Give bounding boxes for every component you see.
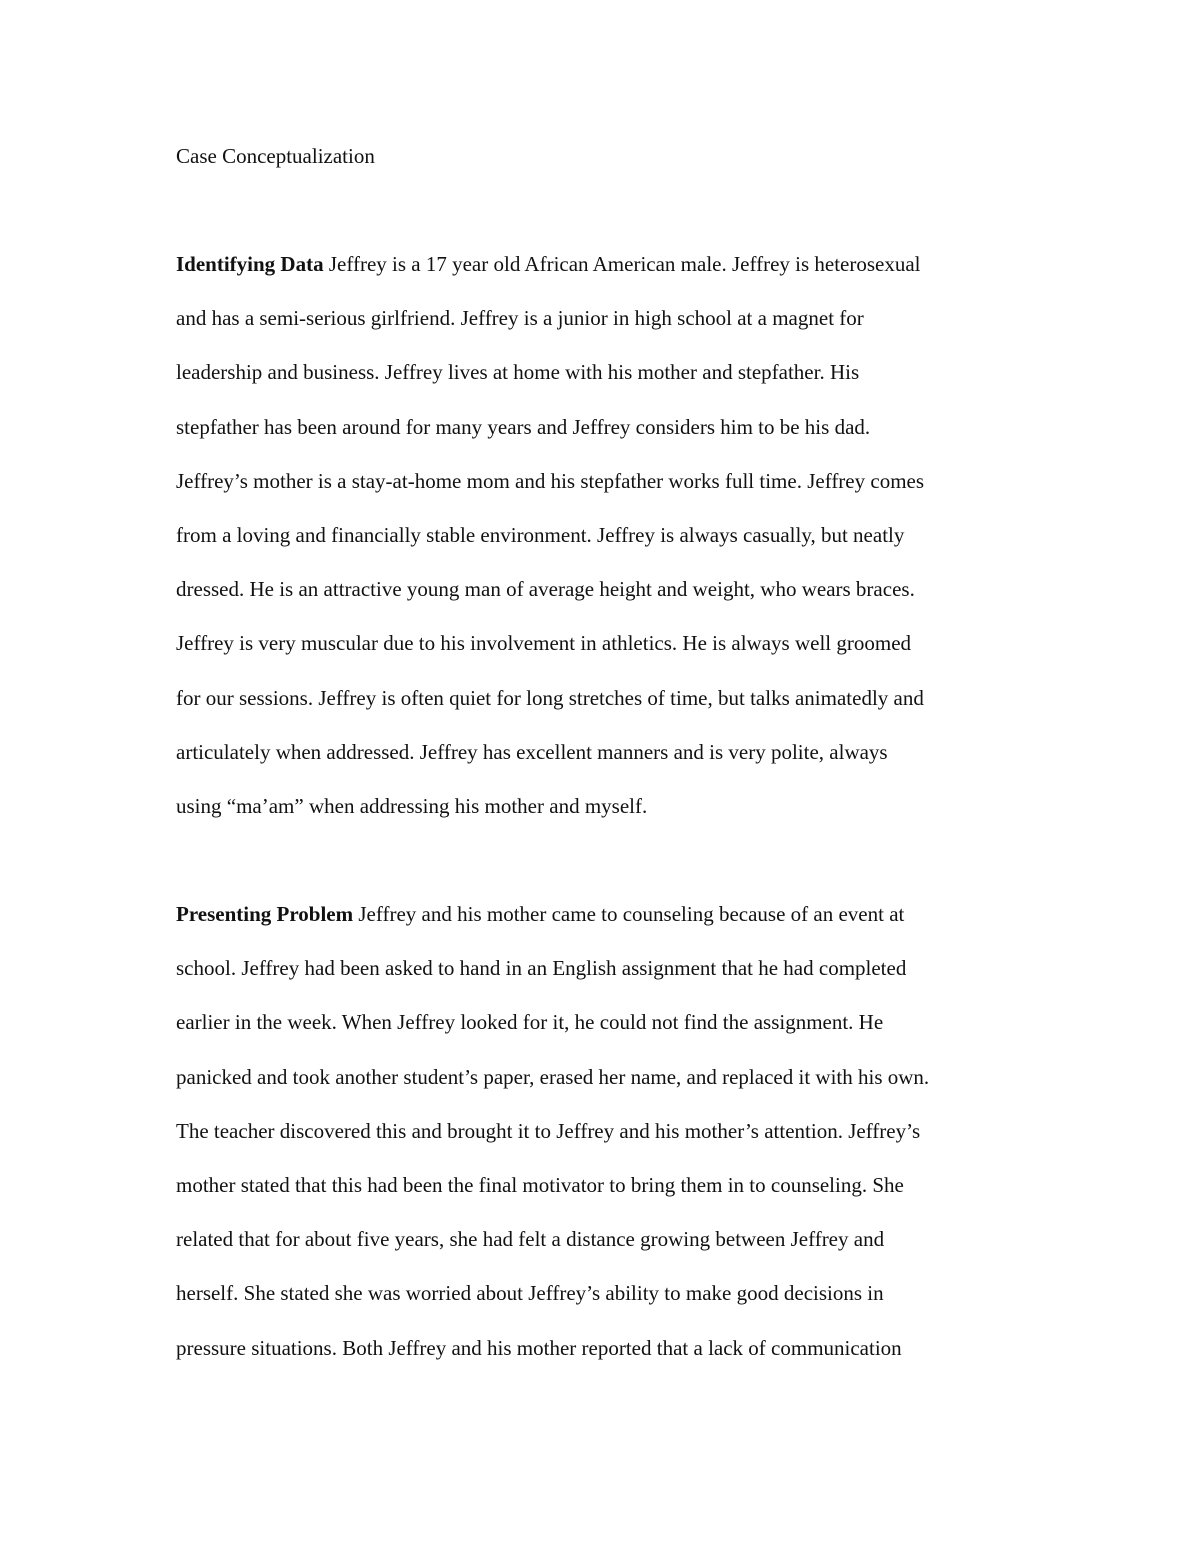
document-title: Case Conceptualization [176, 144, 375, 168]
paragraph-line [176, 887, 1036, 941]
paragraph-text: Jeffrey and his mother came to counseling because of an event at [353, 902, 905, 926]
paragraph-line: panicked and took another student’s paper, erased her name, and replaced it with his own. [176, 1064, 930, 1089]
paragraph-line: dressed. He is an attractive young man of average height and weight, who wears braces. [176, 577, 915, 602]
paragraph-line: articulately when addressed. Jeffrey has excellent manners and is very polite, always [176, 739, 888, 764]
section-heading: Identifying Data [176, 252, 324, 276]
paragraph-line: leadership and business. Jeffrey lives at home with his mother and stepfather. His [176, 360, 860, 385]
paragraph-line: The teacher discovered this and brought it to Jeffrey and his mother’s attention. Jeffrey’s [176, 1118, 921, 1143]
paragraph-line: from a loving and financially stable environment. Jeffrey is always casually, but neatly [176, 522, 905, 547]
paragraph-line: Jeffrey’s mother is a stay-at-home mom and his stepfather works full time. Jeffrey comes [176, 468, 925, 493]
paragraph-line: Jeffrey is very muscular due to his involvement in athletics. He is always well groomed [176, 631, 912, 656]
section-heading: Presenting Problem [176, 902, 354, 926]
paragraph-line [176, 237, 1036, 291]
paragraph-line: stepfather has been around for many years and Jeffrey considers him to be his dad. [176, 414, 871, 439]
paragraph-line: using “ma’am” when addressing his mother and myself. [176, 793, 648, 818]
section-identifying-data [176, 237, 1036, 833]
paragraph-line: pressure situations. Both Jeffrey and his mother reported that a lack of communication [176, 1335, 902, 1360]
paragraph-text: Jeffrey is a 17 year old African American male. Jeffrey is heterosexual [323, 252, 921, 276]
paragraph-line: for our sessions. Jeffrey is often quiet for long stretches of time, but talks animatedly and [176, 685, 924, 710]
paragraph-line: earlier in the week. When Jeffrey looked for it, he could not find the assignment. He [176, 1010, 884, 1035]
paragraph-line: herself. She stated she was worried about Jeffrey’s ability to make good decisions in [176, 1281, 884, 1306]
paragraph-line: school. Jeffrey had been asked to hand in an English assignment that he had completed [176, 956, 907, 981]
section-presenting-problem [176, 887, 1036, 1375]
paragraph-line: and has a semi-serious girlfriend. Jeffrey is a junior in high school at a magnet for [176, 306, 864, 331]
paragraph-line: mother stated that this had been the final motivator to bring them in to counseling. She [176, 1172, 904, 1197]
paragraph-line: related that for about five years, she had felt a distance growing between Jeffrey and [176, 1227, 885, 1252]
